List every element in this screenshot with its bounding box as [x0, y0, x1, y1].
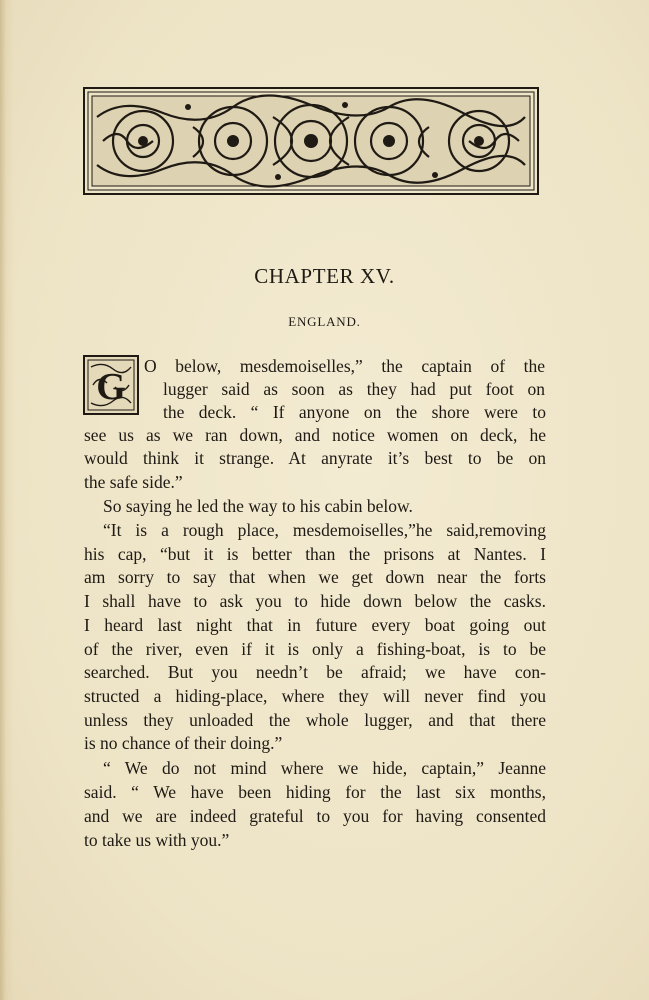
text-line: said. “ We have been hiding for the last six months, [84, 782, 546, 802]
text-line: structed a hiding-place, where they will never find you [84, 686, 546, 706]
text-line: unless they unloaded the whole lugger, and that there [84, 710, 546, 730]
text-line: O below, mesdemoiselles,” the captain of the [144, 356, 545, 376]
text-line: So saying he led the way to his cabin below. [103, 496, 413, 516]
chapter-subtitle: ENGLAND. [288, 314, 361, 329]
text-line: I heard last night that in future every boat going out [84, 615, 546, 635]
text-line: would think it strange. At anyrate it’s best to be on [84, 448, 546, 468]
text-line: is no chance of their doing.” [84, 733, 283, 753]
text-line: “ We do not mind where we hide, captain,” Jeanne [103, 758, 546, 778]
text-line: to take us with you.” [84, 830, 230, 850]
text-line: lugger said as soon as they had put foot on [163, 379, 545, 399]
text-line: see us as we ran down, and notice women on deck, he [84, 425, 546, 445]
text-line: and we are indeed grateful to you for having consented [84, 806, 546, 826]
dropcap-ornament [83, 355, 139, 415]
text-line: searched. But you needn’t be afraid; we have con- [84, 662, 546, 682]
text-line: I shall have to ask you to hide down below the casks. [84, 591, 546, 611]
chapter-title: CHAPTER XV. [254, 264, 395, 288]
ornamental-headpiece [83, 87, 539, 195]
text-line: of the river, even if it is only a fishing-boat, is to be [84, 639, 546, 659]
text-line: the safe side.” [84, 472, 183, 492]
text-line: “It is a rough place, mesdemoiselles,”he said,removing [103, 520, 546, 540]
text-line: his cap, “but it is better than the prisons at Nantes. I [84, 544, 546, 564]
svg-text:G: G [96, 366, 126, 408]
text-line: am sorry to say that when we get down near the forts [84, 567, 546, 587]
text-line: the deck. “ If anyone on the shore were to [163, 402, 546, 422]
